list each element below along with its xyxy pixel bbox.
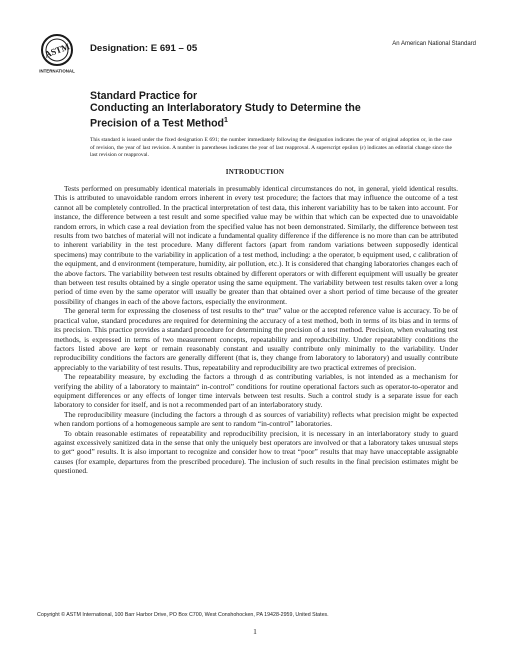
title-line-3-text: Precision of a Test Method: [90, 117, 225, 130]
title-line-3: [90, 115, 450, 130]
title-line-2: Conducting an Interlaboratory Study to Determine the: [90, 102, 361, 115]
intro-paragraph: The reproducibility measure (including the factors a through d as sources of variability) reflects what precision might be expected when random portions of a homogeneous sample are sent to random “in-control” laboratories.: [54, 409, 458, 429]
copyright-notice: Copyright © ASTM International, 100 Barr Harbor Drive, PO Box C700, West Conshohocken, PA 19428-2959, United States.: [37, 612, 329, 618]
intro-paragraph: The repeatability measure, by excluding the factors a through d as contributing variables, is not intended as a mechanism for verifying the ability of a laboratory to maintain“ in-control” conditions for routine operational factors such as operator-to-operator and equipment differences or any effects of longer time intervals between test results. Such a control study is a separate issue for each laboratory to consider for itself, and is not a recommended part of an interlaboratory study.: [54, 372, 458, 410]
introduction-body: [54, 184, 458, 476]
intro-paragraph: The general term for expressing the closeness of test results to the“ true” value or the accepted reference value is accuracy. To be of practical value, standard procedures are required for determining the accuracy of a test method, both in terms of its bias and in terms of its precision. This practice provides a standard procedure for determining the precision of a test method. Precision, when evaluating test methods, is expressed in terms of two measurement concepts, repeatability and reproducibility. Under repeatability conditions the factors listed above are kept or remain reasonably constant and usually contribute only minimally to the variability. Under reproducibility conditions the factors are generally different (that is, they change from laboratory to laboratory) and usually contribute appreciably to the variability of test results. Thus, repeatability and reproducibility are two practical extremes of precision.: [54, 306, 458, 372]
page-number: 1: [253, 627, 257, 636]
intro-paragraph: Tests performed on presumably identical materials in presumably identical circumstances do not, in general, yield identical results. This is attributed to unavoidable random errors inherent in every test procedure; the factors that may influence the outcome of a test cannot all be completely controlled. In the practical interpretation of test data, this inherent variability has to be taken into account. For instance, the difference between a test result and some specified value may be within that which can be expected due to unavoidable random errors, in which case a real deviation from the specified value has not been demonstrated. Similarly, the difference between test results from two batches of material will not indicate a fundamental quality difference if the difference is no more than can be attributed to inherent variability in the test procedure. Many different factors (apart from random variations between supposedly identical specimens) may contribute to the variability in application of a test method, including: a the operator, b equipment used, c calibration of the equipment, and d environment (temperature, humidity, air pollution, etc.). It is considered that changing laboratories changes each of the above factors. The variability between test results obtained by different operators or with different equipment will usually be greater than between test results obtained by a single operator using the same equipment. The variability between test results taken over a long period of time even by the same operator will usually be greater than that obtained over a short period of time because of the greater possibility of changes in each of the above factors, especially the environment.: [54, 184, 458, 306]
introduction-heading: INTRODUCTION: [225, 168, 285, 176]
svg-text:ASTM: ASTM: [43, 41, 72, 60]
standard-issuance-note: This standard is issued under the fixed designation E 691; the number immediately following the designation indicates the year of original adoption or, in the case of revision, the year of last revision. A number in parentheses indicates the year of last reapproval. A superscript epsilon (ε) indicates an editorial change since the last revision or reapproval.: [90, 137, 452, 159]
intro-paragraph: To obtain reasonable estimates of repeatability and reproducibility precision, it is necessary in an interlaboratory study to guard against excessively sanitized data in the sense that only the uniquely best operators are involved or that a laboratory takes unusual steps to get“ good” results. It is also important to recognize and consider how to treat “poor” results that may have unacceptable assignable causes (for example, departures from the prescribed procedure). The inclusion of such results in the final precision estimates might be questioned.: [54, 428, 458, 476]
american-national-standard-label: An American National Standard: [392, 41, 476, 47]
astm-logo: [37, 33, 77, 75]
svg-text:INTERNATIONAL: INTERNATIONAL: [39, 68, 75, 74]
title-footnote-mark: 1: [224, 116, 228, 124]
designation: Designation: E 691 – 05: [90, 43, 198, 54]
title-block: [90, 90, 450, 130]
title-line-1: Standard Practice for: [90, 90, 198, 102]
